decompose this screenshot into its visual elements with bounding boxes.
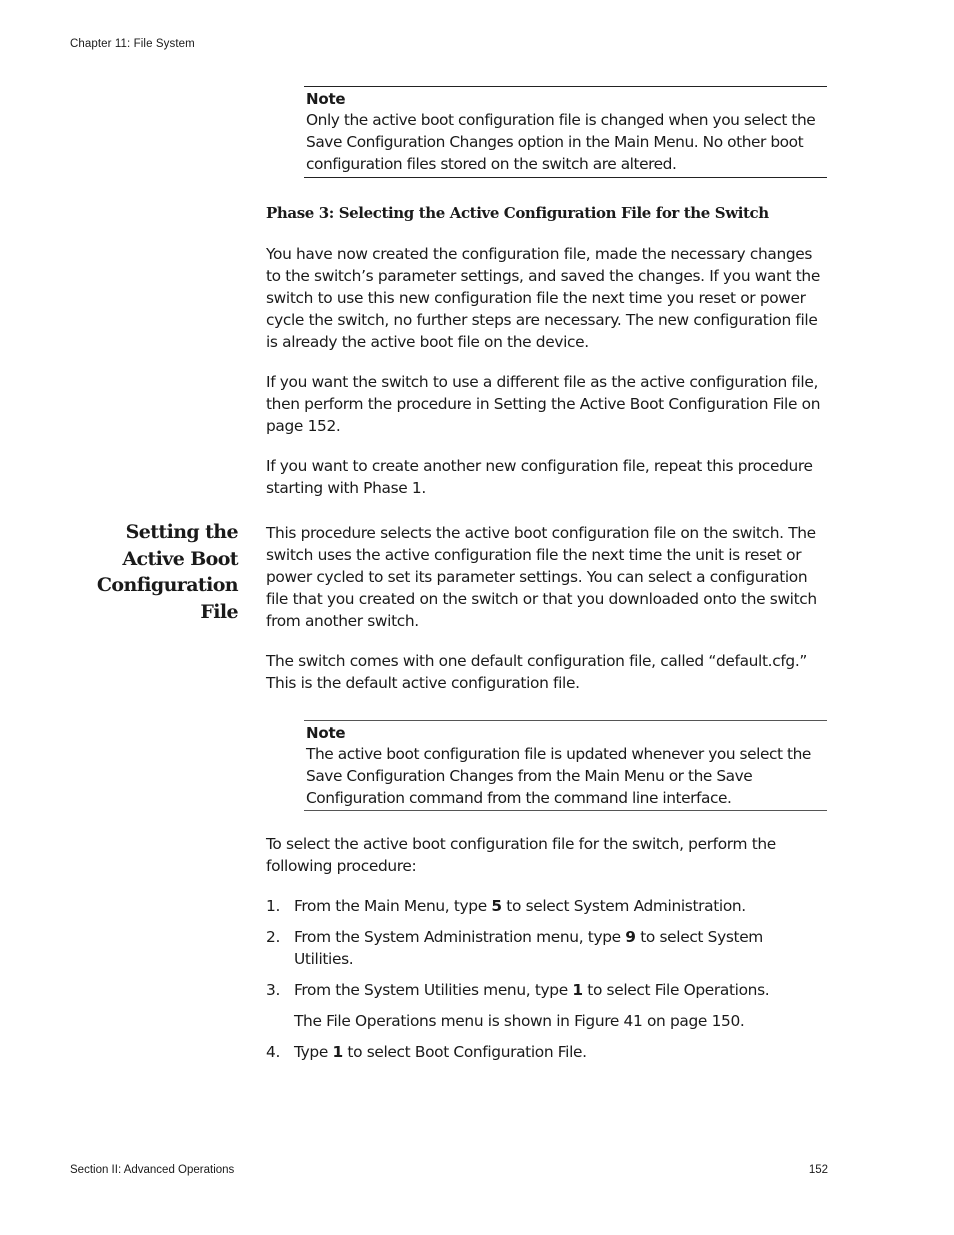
note-label: Note <box>306 724 346 742</box>
paragraph-text: If you want the switch to use a different file as the active configuration file, then perform the procedure in Setting the Active Boot Configuration File on page 152. <box>266 373 821 435</box>
step-followup-text: The File Operations menu is shown in Figure 41 on page 150. <box>294 1012 745 1030</box>
list-item <box>266 979 806 1001</box>
step-followup <box>266 1010 806 1032</box>
paragraph <box>266 833 831 877</box>
paragraph-text: If you want to create another new configuration file, repeat this procedure starting with Phase 1. <box>266 457 813 497</box>
section-heading-line: Configuration <box>96 574 238 596</box>
step-number: 4. <box>266 1043 280 1061</box>
paragraph-text: To select the active boot configuration file for the switch, perform the following procedure: <box>266 835 776 875</box>
section-heading <box>60 519 238 625</box>
section-heading-line: Setting the <box>125 521 238 543</box>
running-footer: Section II: Advanced Operations <box>70 1164 235 1176</box>
note-text: The active boot configuration file is updated whenever you select the Save Configuration Changes from the Main Menu or the Save Configuration command from the command line interface. <box>306 745 811 807</box>
paragraph <box>266 455 831 499</box>
paragraph <box>266 522 831 632</box>
page-number: 152 <box>808 1164 828 1176</box>
running-header: Chapter 11: File System <box>70 38 195 50</box>
paragraph-text: The switch comes with one default configuration file, called “default.cfg.” This is the default active configuration file. <box>266 652 807 692</box>
paragraph <box>266 371 831 437</box>
note-box <box>304 86 827 178</box>
section-heading-line: Active Boot <box>122 547 238 570</box>
note-text: Only the active boot configuration file is changed when you select the Save Configuration Changes option in the Main Menu. No other boot configuration files stored on the switch are altered. <box>306 111 816 173</box>
phase3-heading: Phase 3: Selecting the Active Configuration File for the Switch <box>266 204 769 222</box>
paragraph-text: You have now created the configuration file, made the necessary changes to the switch’s parameter settings, and saved the changes. If you want the switch to use this new configuration file the next time you reset or power cycle the switch, no further steps are necessary. The new configuration file is already the active boot file on the device. <box>266 245 820 351</box>
step-number: 3. <box>266 981 280 999</box>
step-text: From the System Administration menu, type 9 to select System Utilities. <box>294 928 763 968</box>
list-item <box>266 1041 806 1063</box>
step-text: Type 1 to select Boot Configuration File. <box>294 1043 587 1061</box>
step-text: From the System Utilities menu, type 1 to select File Operations. <box>294 981 770 999</box>
step-text: From the Main Menu, type 5 to select System Administration. <box>294 897 746 915</box>
section-heading-line: File <box>200 600 238 623</box>
note-box <box>304 720 827 811</box>
paragraph <box>266 243 831 353</box>
list-item <box>266 926 806 970</box>
paragraph-text: This procedure selects the active boot configuration file on the switch. The switch uses the active configuration file the next time the unit is reset or power cycled to set its parameter settings. You can select a configuration file that you created on the switch or that you downloaded onto the switch from another switch. <box>266 524 817 630</box>
paragraph <box>266 650 831 694</box>
list-item <box>266 895 806 917</box>
step-number: 2. <box>266 928 280 946</box>
step-number: 1. <box>266 897 280 915</box>
note-label: Note <box>306 90 346 108</box>
